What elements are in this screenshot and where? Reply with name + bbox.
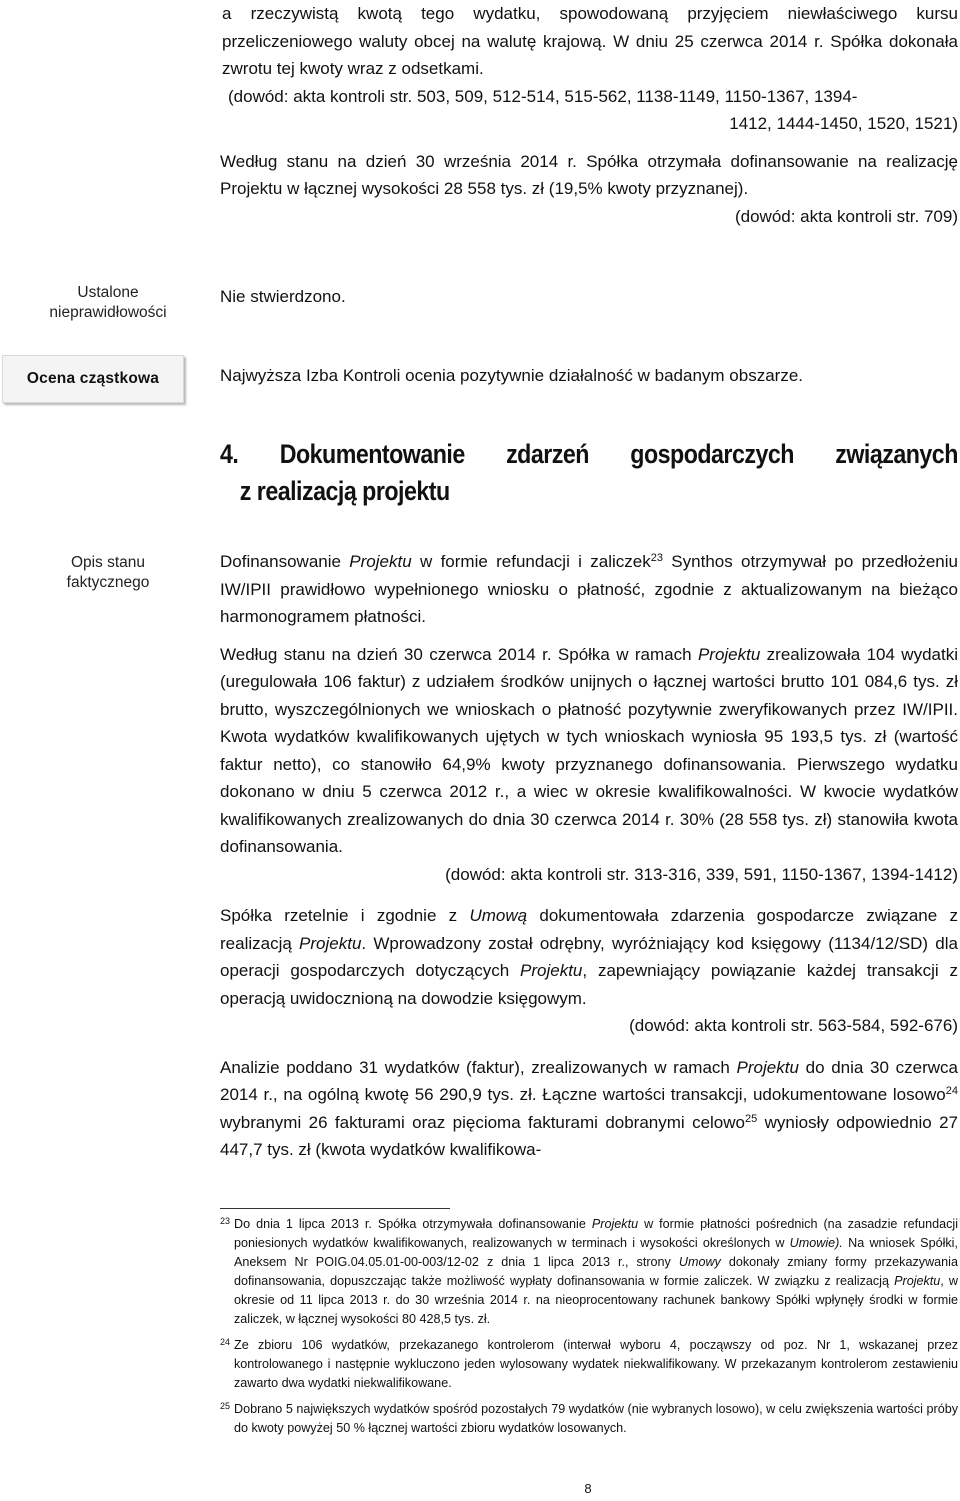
footnote: 24 Ze zbioru 106 wydatków, przekazanego kontrolerom (interwał wyboru 4, począwszy od poz. Nr 1, wskazanej przez kontrolowanego i następnie wykluczono jeden wylosowany wydatek niekwalifikowany. W przekazanym kontrolerom zestawieniu zawarto dwa wydatki niekwalifikowane.: [220, 1336, 958, 1393]
evidence-citation: (dowód: akta kontroli str. 313-316, 339, 591, 1150-1367, 1394-1412): [445, 864, 958, 884]
footnote: 25 Dobrano 5 największych wydatków spośród pozostałych 79 wydatków (nie wybranych losowo), w celu zwiększenia wartości próby do kwoty powyżej 50 % łącznej wartości zbioru wydatków losowanych.: [220, 1400, 958, 1438]
facts-label: Opis stanu faktycznego: [66, 554, 150, 591]
top-block: [220, 0, 958, 230]
paragraph: Według stanu na dzień 30 września 2014 r. Spółka otrzymała dofinansowanie na realizację Projektu w łącznej wysokości 28 558 tys. zł (19,5% kwoty przyznanej).: [220, 151, 958, 198]
paragraph: Spółka rzetelnie i zgodnie z Umową dokumentowała zdarzenia gospodarcze związane z realizacją Projektu. Wprowadzony został odrębny, wyróżniający kod księgowy (1134/12/SD) dla operacji gospodarczych dotyczących Projektu, zapewniający powiązanie każdej transakcji z operacją uwidocznioną na dowodzie księgowym.: [220, 906, 958, 1008]
footnote-ref: 24: [945, 1085, 958, 1097]
partial-assessment-label: Ocena cząstkowa: [2, 355, 184, 403]
section-heading-line1: 4. Dokumentowanie zdarzeń gospodarczych związanych: [220, 439, 958, 469]
evidence-citation: (dowód: akta kontroli str. 503, 509, 512-514, 515-562, 1138-1149, 1150-1367, 1394-: [228, 86, 858, 106]
paragraph: Dofinansowanie Projektu w formie refundacji i zaliczek$^{23}$ Synthos otrzymywał po przedłożeniu IW/IPII prawidłowo wypełnionego wniosku o płatność, zgodnie z aktualizowanym na bieżąco harmonogramem płatności.: [220, 552, 958, 626]
section-heading: [220, 436, 958, 510]
irregularities-label: Ustalone nieprawidłowości: [49, 284, 167, 321]
partial-assessment-text: Najwyższa Izba Kontroli ocenia pozytywnie działalność w badanym obszarze.: [220, 366, 804, 385]
paragraph: Analizie poddano 31 wydatków (faktur), zrealizowanych w ramach Projektu do dnia 30 czerwca 2014 r., na ogólną kwotę 56 290,9 tys. zł. Łączne wartości transakcji, udokumentowane losowo$^{24}$ wybranymi 26 fakturami oraz pięcioma fakturami dobranymi celowo$^{25}$ wyniosły odpowiednio 27 447,7 tys. zł (kwota wydatków kwalifikowa-: [220, 1057, 958, 1159]
paragraph: Według stanu na dzień 30 czerwca 2014 r. Spółka w ramach Projektu zrealizowała 104 wydatki (uregulowała 106 faktur) z udziałem środków unijnych o łącznej wartości brutto 101 084,6 tys. zł brutto, wyszczególnionych we wnioskach o płatność pozytywnie zweryfikowanych przez IW/IPII. Kwota wydatków kwalifikowanych ujętych w tych wnioskach wyniosła 95 193,5 tys. zł (wartość faktur netto), co stanowiło 64,9% kwoty przyznanego dofinansowania. Pierwszego wydatku dokonano w dniu 5 czerwca 2012 r., a wiec w okresie kwalifikowalności. W kwocie wydatków kwalifikowanych zrealizowanych do dnia 30 czerwca 2014 r. 30% (28 558 tys. zł) stanowiła kwota dofinansowania.: [220, 644, 958, 856]
footnote-ref: 25: [744, 1112, 758, 1125]
footnote-number: 25: [220, 1401, 231, 1411]
paragraph: a rzeczywistą kwotą tego wydatku, spowodowaną przyjęciem niewłaściwego kursu przeliczeniowego waluty obcej na walutę krajową. W dniu 25 czerwca 2014 r. Spółka dokonała zwrotu tej kwoty wraz z odsetkami.: [222, 4, 958, 78]
evidence-citation: (dowód: akta kontroli str. 563-584, 592-676): [629, 1016, 958, 1035]
footnote-ref: 23: [650, 552, 663, 564]
footnotes: [220, 1215, 958, 1445]
section-body: [220, 548, 958, 1164]
evidence-citation-cont: 1412, 1444-1450, 1520, 1521): [729, 114, 958, 133]
section-heading-line2: z realizacją projektu: [239, 476, 450, 506]
page-number: 8: [584, 1481, 592, 1496]
evidence-citation: (dowód: akta kontroli str. 709): [734, 206, 958, 226]
footnote-separator: [220, 1208, 450, 1209]
irregularities-text: Nie stwierdzono.: [220, 287, 346, 306]
footnote: 23 Do dnia 1 lipca 2013 r. Spółka otrzymywała dofinansowanie Projektu w formie płatności pośrednich (na zasadzie refundacji poniesionych wydatków kwalifikowanych, realizowanych w terminach i wysokości określonych w Umowie). Na wniosek Spółki, Aneksem Nr POIG.04.05.01-00-003/12-02 z dnia 1 lipca 2013 r., strony Umowy dokonały zmiany formy przekazywania dofinansowania, dopuszczając także możliwość wypłaty dofinansowania w formie zaliczek. W związku z realizacją Projektu, w okresie od 11 lipca 2013 r. do 30 września 2014 r. na nieoprocentowany rachunek bankowy Spółki wpłynęły środki w formie zaliczek, w łącznej wysokości 80 428,5 tys. zł.: [220, 1215, 958, 1329]
footnote-number: 23: [220, 1216, 231, 1226]
footnote-number: 24: [220, 1337, 231, 1347]
